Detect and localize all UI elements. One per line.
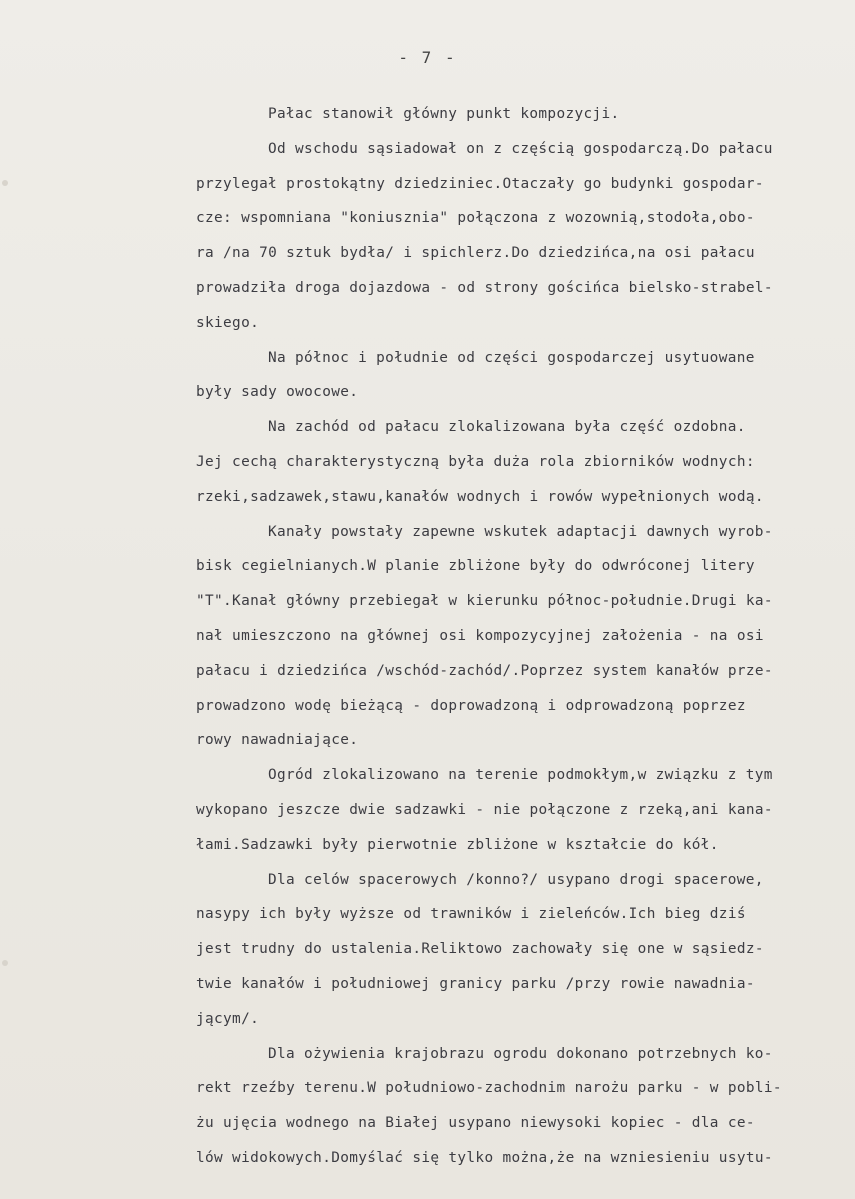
text-line: Na zachód od pałacu zlokalizowana była część ozdobna.	[268, 419, 746, 436]
text-line: bisk cegielnianych.W planie zbliżone były do odwróconej litery	[196, 558, 755, 575]
text-line: rekt rzeźby terenu.W południowo-zachodnim narożu parku - w pobli-	[196, 1080, 782, 1097]
text-line: żu ujęcia wodnego na Białej usypano niewysoki kopiec - dla ce-	[196, 1115, 755, 1132]
text-line: jest trudny do ustalenia.Reliktowo zachowały się one w sąsiedz-	[196, 941, 764, 958]
text-line: Ogród zlokalizowano na terenie podmokłym,w związku z tym	[268, 767, 773, 784]
text-line: nasypy ich były wyższe od trawników i zieleńców.Ich bieg dziś	[196, 906, 746, 923]
text-line: były sady owocowe.	[196, 384, 359, 401]
text-line: rowy nawadniające.	[196, 732, 359, 749]
punch-hole	[2, 960, 8, 966]
text-line: ra /na 70 sztuk bydła/ i spichlerz.Do dziedzińca,na osi pałacu	[196, 245, 755, 262]
text-line: Pałac stanowił główny punkt kompozycji.	[268, 106, 620, 122]
page-number: - 7 -	[398, 48, 457, 67]
text-line: wykopano jeszcze dwie sadzawki - nie połączone z rzeką,ani kana-	[196, 801, 773, 818]
page-edge	[0, 0, 12, 1199]
text-line: nał umieszczono na głównej osi kompozycyjnej założenia - na osi	[196, 627, 764, 644]
text-line: prowadzono wodę bieżącą - doprowadzoną i odprowadzoną poprzez	[196, 697, 746, 714]
text-line: jącym/.	[196, 1010, 260, 1027]
text-line: cze: wspomniana "koniusznia" połączona z wozownią,stodoła,obo-	[196, 210, 755, 227]
text-line: twie kanałów i południowej granicy parku /przy rowie nawadnia-	[196, 975, 755, 992]
text-line: Na północ i południe od części gospodarczej usytuowane	[268, 349, 755, 366]
text-line: Dla ożywienia krajobrazu ogrodu dokonano potrzebnych ko-	[268, 1045, 773, 1062]
text-line: Kanały powstały zapewne wskutek adaptacji dawnych wyrob-	[268, 523, 773, 540]
text-line: Od wschodu sąsiadował on z częścią gospodarczą.Do pałacu	[268, 140, 773, 157]
text-line: łami.Sadzawki były pierwotnie zbliżone w kształcie do kół.	[196, 836, 719, 853]
text-line: Jej cechą charakterystyczną była duża rola zbiorników wodnych:	[196, 453, 755, 470]
punch-hole	[2, 180, 8, 186]
text-line: pałacu i dziedzińca /wschód-zachód/.Poprzez system kanałów prze-	[196, 662, 773, 679]
text-line: Dla celów spacerowych /konno?/ usypano drogi spacerowe,	[268, 871, 764, 888]
text-line: rzeki,sadzawek,stawu,kanałów wodnych i rowów wypełnionych wodą.	[196, 488, 764, 505]
text-line: prowadziła droga dojazdowa - od strony gościńca bielsko-strabel-	[196, 279, 773, 296]
text-line: lów widokowych.Domyślać się tylko można,że na wzniesieniu usytu-	[196, 1149, 773, 1166]
typewritten-text	[196, 97, 836, 1176]
text-line: skiego.	[196, 314, 260, 331]
text-line: "T".Kanał główny przebiegał w kierunku północ-południe.Drugi ka-	[196, 593, 773, 610]
text-line: przylegał prostokątny dziedziniec.Otaczały go budynki gospodar-	[196, 175, 764, 192]
